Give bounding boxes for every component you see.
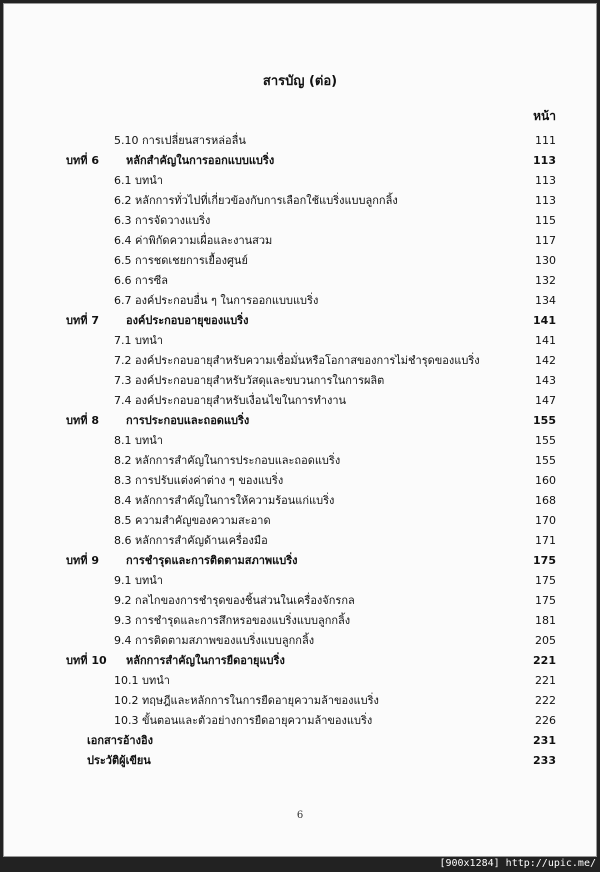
toc-entry-label: 7.3 องค์ประกอบอายุสำหรับวัสดุและขบวนการในการผลิต	[114, 374, 385, 387]
toc-backmatter-row	[4, 751, 596, 771]
toc-section-row	[4, 231, 596, 251]
toc-entry-label	[66, 151, 274, 171]
toc-entry-label: 7.1 บทนำ	[114, 334, 163, 347]
toc-page-number: 141	[533, 314, 556, 327]
toc-section-row	[4, 271, 596, 291]
chapter-number: บทที่ 6	[66, 154, 99, 167]
toc-section-row	[4, 591, 596, 611]
toc-page-number: 231	[533, 734, 556, 747]
toc-entry-label: ประวัติผู้เขียน	[87, 754, 151, 767]
toc-entry-label: 6.1 บทนำ	[114, 174, 163, 187]
toc-page-number: 132	[535, 274, 556, 287]
toc-entry-label: 6.7 องค์ประกอบอื่น ๆ ในการออกแบบแบริ่ง	[114, 294, 319, 307]
toc-page-number: 221	[535, 674, 556, 687]
toc-entry-label: 9.1 บทนำ	[114, 574, 163, 587]
toc-entry-label: 8.2 หลักการสำคัญในการประกอบและถอดแบริ่ง	[114, 454, 341, 467]
toc-page-number: 147	[535, 394, 556, 407]
toc-section-row	[4, 571, 596, 591]
toc-entry-label: 10.1 บทนำ	[114, 674, 170, 687]
toc-entry-label: 8.3 การปรับแต่งค่าต่าง ๆ ของแบริ่ง	[114, 474, 284, 487]
toc-page-number: 233	[533, 754, 556, 767]
toc-entry-label: 5.10 การเปลี่ยนสารหล่อลื่น	[114, 134, 246, 147]
toc-section-row	[4, 251, 596, 271]
toc-chapter-row	[4, 551, 596, 571]
chapter-number: บทที่ 10	[66, 654, 107, 667]
toc-page-number: 205	[535, 634, 556, 647]
chapter-title: หลักสำคัญในการออกแบบแบริ่ง	[126, 154, 275, 167]
toc-section-row	[4, 611, 596, 631]
toc-section-row	[4, 491, 596, 511]
toc-page-number: 142	[535, 354, 556, 367]
toc-chapter-row	[4, 151, 596, 171]
toc-page-number: 175	[533, 554, 556, 567]
toc-entry-label	[66, 411, 249, 431]
toc-section-row	[4, 671, 596, 691]
toc-entry-label: 6.6 การซีล	[114, 274, 168, 287]
toc-section-row	[4, 471, 596, 491]
toc-section-row	[4, 431, 596, 451]
chapter-number: บทที่ 8	[66, 414, 99, 427]
toc-page-number: 113	[535, 194, 556, 207]
toc-page-number: 155	[535, 454, 556, 467]
toc-page-number: 130	[535, 254, 556, 267]
chapter-title: การประกอบและถอดแบริ่ง	[126, 414, 250, 427]
page-title: สารบัญ (ต่อ)	[262, 74, 338, 89]
toc-page-number: 155	[533, 414, 556, 427]
toc-section-row	[4, 331, 596, 351]
toc-page-number: 115	[535, 214, 556, 227]
toc-section-row	[4, 211, 596, 231]
toc-backmatter-row	[4, 731, 596, 751]
toc-entry-label: 6.5 การชดเชยการเยื้องศูนย์	[114, 254, 248, 267]
toc-section-row	[4, 631, 596, 651]
chapter-number: บทที่ 9	[66, 554, 99, 567]
toc-page-number: 168	[535, 494, 556, 507]
toc-entry-label	[66, 311, 248, 331]
toc-entry-label	[66, 651, 285, 671]
toc-page-number: 221	[533, 654, 556, 667]
page-number: 6	[296, 810, 304, 821]
toc-chapter-row	[4, 411, 596, 431]
page-column-header: หน้า	[533, 109, 556, 123]
toc-entry-label: 7.2 องค์ประกอบอายุสำหรับความเชื่อมั่นหรือโอกาสของการไม่ชำรุดของแบริ่ง	[114, 354, 480, 367]
toc-chapter-row	[4, 651, 596, 671]
toc-page-number: 175	[535, 594, 556, 607]
chapter-title: องค์ประกอบอายุของแบริ่ง	[126, 314, 249, 327]
toc-section-row	[4, 391, 596, 411]
toc-page-number: 171	[535, 534, 556, 547]
document-page	[3, 3, 597, 857]
toc-page-number: 143	[535, 374, 556, 387]
toc-section-row	[4, 371, 596, 391]
toc-section-row	[4, 351, 596, 371]
toc-page-number: 134	[535, 294, 556, 307]
chapter-title: การชำรุดและการติดตามสภาพแบริ่ง	[126, 554, 298, 567]
toc-page-number: 113	[535, 174, 556, 187]
toc-section-row	[4, 131, 596, 151]
toc-entry-label: 8.5 ความสำคัญของความสะอาด	[114, 514, 271, 527]
toc-page-number: 141	[535, 334, 556, 347]
toc-section-row	[4, 711, 596, 731]
chapter-title: หลักการสำคัญในการยืดอายุแบริ่ง	[126, 654, 285, 667]
toc-section-row	[4, 511, 596, 531]
toc-page-number: 111	[535, 134, 556, 147]
toc-section-row	[4, 451, 596, 471]
toc-entry-label: 9.3 การชำรุดและการสึกหรอของแบริ่งแบบลูกกลิ้ง	[114, 614, 351, 627]
toc-page-number: 113	[533, 154, 556, 167]
toc-section-row	[4, 191, 596, 211]
toc-entry-label: 6.4 ค่าพิกัดความเผื่อและงานสวม	[114, 234, 273, 247]
toc-page-number: 226	[535, 714, 556, 727]
toc-entry-label: 10.2 ทฤษฎีและหลักการในการยืดอายุความล้าของแบริ่ง	[114, 694, 379, 707]
toc-section-row	[4, 291, 596, 311]
toc-entry-label: 9.4 การติดตามสภาพของแบริ่งแบบลูกกลิ้ง	[114, 634, 315, 647]
toc-page-number: 117	[535, 234, 556, 247]
toc-page-number: 155	[535, 434, 556, 447]
toc-entry-label: 8.1 บทนำ	[114, 434, 163, 447]
toc-chapter-row	[4, 311, 596, 331]
chapter-number: บทที่ 7	[66, 314, 99, 327]
toc-section-row	[4, 691, 596, 711]
toc-page-number: 170	[535, 514, 556, 527]
toc-page-number: 222	[535, 694, 556, 707]
toc-entry-label: 7.4 องค์ประกอบอายุสำหรับเงื่อนไขในการทำงาน	[114, 394, 347, 407]
toc-entry-label: 6.2 หลักการทั่วไปที่เกี่ยวข้องกับการเลือกใช้แบริ่งแบบลูกกลิ้ง	[114, 194, 398, 207]
toc-section-row	[4, 171, 596, 191]
toc-entry-label: 8.6 หลักการสำคัญด้านเครื่องมือ	[114, 534, 268, 547]
toc-page-number: 181	[535, 614, 556, 627]
toc-entry-label: 8.4 หลักการสำคัญในการให้ความร้อนแก่แบริ่ง	[114, 494, 335, 507]
toc-entry-label: 9.2 กลไกของการชำรุดของชิ้นส่วนในเครื่องจักรกล	[114, 594, 355, 607]
toc-entry-label: 10.3 ขั้นตอนและตัวอย่างการยืดอายุความล้าของแบริ่ง	[114, 714, 373, 727]
image-host-stamp: [900x1284] http://upic.me/	[439, 858, 596, 869]
toc-entry-label: 6.3 การจัดวางแบริ่ง	[114, 214, 211, 227]
toc-page-number: 175	[535, 574, 556, 587]
toc-entry-label: เอกสารอ้างอิง	[87, 734, 153, 747]
toc-page-number: 160	[535, 474, 556, 487]
toc-section-row	[4, 531, 596, 551]
toc-entry-label	[66, 551, 298, 571]
